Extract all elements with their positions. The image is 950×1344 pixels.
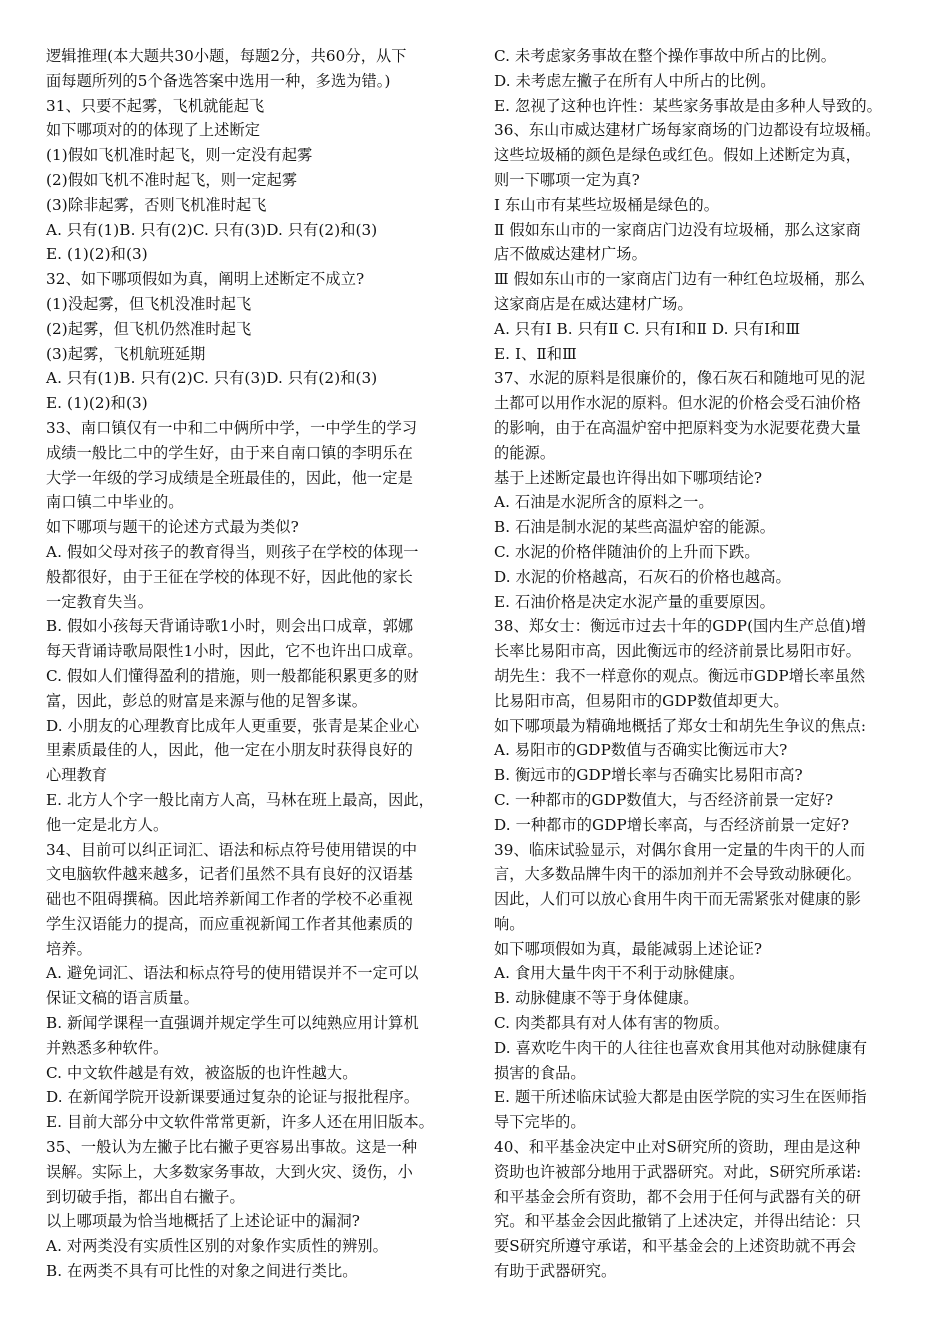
text-line: 38、郑女士：衡远市过去十年的GDP(国内生产总值)增 — [494, 617, 867, 636]
text-line: 37、水泥的原料是很廉价的，像石灰石和随地可见的泥 — [494, 369, 866, 388]
text-line: 则一下哪项一定为真? — [494, 170, 640, 189]
text-line: D. 喜欢吃牛肉干的人往往也喜欢食用其他对动脉健康有 — [494, 1038, 868, 1057]
text-line: 成绩一般比二中的学生好，由于来自南口镇的李明乐在 — [46, 443, 413, 462]
text-line: 资助也许被部分地用于武器研究。对此，S研究所承诺: — [494, 1162, 862, 1181]
text-line: 逻辑推理(本大题共30小题，每题2分，共60分，从下 — [46, 47, 407, 65]
text-line: 里素质最佳的人，因此，他一定在小朋友时获得良好的 — [46, 741, 413, 760]
text-line: B. 新闻学课程一直强调并规定学生可以纯熟应用计算机 — [46, 1014, 419, 1033]
text-line: 31、只要不起雾，飞机就能起飞 — [46, 96, 265, 115]
text-line: 要S研究所遵守承诺，和平基金会的上述资助就不再会 — [494, 1237, 857, 1256]
text-line: 究。和平基金会因此撤销了上述决定，并得出结论：只 — [494, 1212, 861, 1231]
text-line: B. 动脉健康不等于身体健康。 — [494, 989, 699, 1008]
text-line: 的影响，由于在高温炉窑中把原料变为水泥要花费大量 — [494, 418, 861, 437]
text-line: Ⅱ 假如东山市的一家商店门边没有垃圾桶，那么这家商 — [494, 220, 861, 239]
text-line: A. 避免词汇、语法和标点符号的使用错误并不一定可以 — [46, 964, 419, 983]
text-line: D. 水泥的价格越高，石灰石的价格也越高。 — [494, 567, 791, 586]
text-line: B. 石油是制水泥的某些高温炉窑的能源。 — [494, 518, 776, 537]
text-line: 34、目前可以纠正词汇、语法和标点符号使用错误的中 — [46, 840, 418, 859]
text-line: 如下哪项假如为真，最能减弱上述论证? — [494, 939, 763, 958]
text-line: E. 石油价格是决定水泥产量的重要原因。 — [494, 592, 775, 611]
text-line: 心理教育 — [46, 766, 108, 785]
text-line: (2)起雾，但飞机仍然准时起飞 — [46, 319, 252, 338]
text-line: 40、和平基金决定中止对S研究所的资助，理由是这种 — [494, 1138, 861, 1157]
text-line: 33、南口镇仅有一中和二中俩所中学，一中学生的学习 — [46, 418, 418, 437]
text-line: E. 北方人个字一般比南方人高，马林在班上最高，因此， — [46, 790, 434, 809]
text-line: (3)起雾，飞机航班延期 — [46, 344, 206, 363]
text-line: 响。 — [494, 914, 525, 933]
text-line: E. (1)(2)和(3) — [46, 245, 148, 264]
text-line: 基于上述断定最也许得出如下哪项结论? — [494, 468, 763, 487]
text-line: C. 一种都市的GDP数值大，与否经济前景一定好? — [494, 790, 834, 809]
text-line: A. 对两类没有实质性区别的对象作实质性的辨别。 — [46, 1237, 388, 1256]
text-line: 损害的食品。 — [494, 1063, 586, 1082]
text-line: 如下哪项与题干的论述方式最为类似? — [46, 518, 299, 537]
text-line: 大学一年级的学习成绩是全班最佳的，因此，他一定是 — [46, 468, 413, 487]
text-line: D. 在新闻学院开设新课要通过复杂的论证与报批程序。 — [46, 1088, 420, 1107]
text-line: E. 忽视了这种也许性：某些家务事故是由多种人导致的。 — [494, 96, 882, 115]
text-line: (1)假如飞机准时起飞，则一定没有起雾 — [46, 146, 313, 165]
text-line: E. Ⅰ、Ⅱ和Ⅲ — [494, 344, 577, 363]
text-line: A. 食用大量牛肉干不利于动脉健康。 — [494, 964, 745, 983]
text-line: Ⅲ 假如东山市的一家商店门边有一种红色垃圾桶，那么 — [494, 270, 866, 289]
text-line: 这家商店是在威达建材广场。 — [494, 294, 693, 313]
text-line: (3)除非起雾，否则飞机准时起飞 — [46, 195, 267, 214]
text-line: 并熟悉多种软件。 — [46, 1038, 169, 1057]
text-line: 误解。实际上，大多数家务事故，大到火灾、烫伤，小 — [46, 1162, 413, 1181]
text-line: D. 小朋友的心理教育比成年人更重要，张青是某企业心 — [46, 716, 420, 735]
text-line: 言，大多数品牌牛肉干的添加剂并不会导致动脉硬化。 — [494, 865, 861, 884]
text-line: 到切破手指，都出自右撇子。 — [46, 1187, 245, 1206]
text-line: E. 题干所述临床试验大都是由医学院的实习生在医师指 — [494, 1088, 867, 1107]
text-line: 和平基金会所有资助，都不会用于任何与武器有关的研 — [494, 1187, 861, 1206]
text-line: 础也不阻碍撰稿。因此培养新闻工作者的学校不必重视 — [46, 890, 413, 909]
text-line: A. 石油是水泥所含的原料之一。 — [494, 493, 714, 512]
left-column — [46, 44, 466, 1284]
text-line: 面每题所列的5个备选答案中选用一种，多选为错。) — [46, 71, 391, 90]
text-line: C. 未考虑家务事故在整个操作事故中所占的比例。 — [494, 47, 837, 65]
text-line: 39、临床试验显示，对偶尔食用一定量的牛肉干的人而 — [494, 840, 866, 859]
text-line: B. 在两类不具有可比性的对象之间进行类比。 — [46, 1262, 358, 1281]
text-line: (1)没起雾，但飞机没准时起飞 — [46, 294, 252, 313]
text-line: 店不做威达建材广场。 — [494, 245, 647, 264]
text-line: D. 一种都市的GDP增长率高，与否经济前景一定好? — [494, 815, 850, 834]
text-line: D. 未考虑左撇子在所有人中所占的比例。 — [494, 71, 776, 90]
text-line: B. 假如小孩每天背诵诗歌1小时，则会出口成章，郭娜 — [46, 617, 414, 636]
text-line: 土都可以用作水泥的原料。但水泥的价格会受石油价格 — [494, 394, 861, 413]
text-line: 以上哪项最为恰当地概括了上述论证中的漏洞? — [46, 1212, 360, 1231]
text-line: (2)假如飞机不准时起飞，则一定起雾 — [46, 170, 298, 189]
text-line: C. 假如人们懂得盈利的措施，则一般都能积累更多的财 — [46, 666, 419, 685]
text-line: 这些垃圾桶的颜色是绿色或红色。假如上述断定为真， — [494, 146, 861, 165]
text-line: 胡先生：我不一样意你的观点。衡远市GDP增长率虽然 — [494, 666, 866, 685]
text-line: A. 只有(1)B. 只有(2)C. 只有(3)D. 只有(2)和(3) — [46, 369, 378, 388]
text-line: 他一定是北方人。 — [46, 815, 169, 834]
text-line: 有助于武器研究。 — [494, 1262, 617, 1281]
text-line: 长率比易阳市高，因此衡远市的经济前景比易阳市好。 — [494, 642, 861, 661]
text-line: 比易阳市高，但易阳市的GDP数值却更大。 — [494, 691, 789, 710]
text-line: C. 肉类都具有对人体有害的物质。 — [494, 1014, 730, 1033]
text-line: 南口镇二中毕业的。 — [46, 493, 184, 512]
text-line: A. 只有Ⅰ B. 只有Ⅱ C. 只有Ⅰ和Ⅱ D. 只有Ⅰ和Ⅲ — [494, 319, 801, 338]
text-line: 如下哪项最为精确地概括了郑女士和胡先生争议的焦点: — [494, 716, 867, 735]
text-line: E. 目前大部分中文软件常常更新，许多人还在用旧版本。 — [46, 1113, 434, 1132]
text-line: A. 易阳市的GDP数值与否确实比衡远市大? — [494, 741, 788, 760]
text-line: 如下哪项对的的体现了上述断定 — [46, 121, 261, 140]
text-line: C. 水泥的价格伴随油价的上升而下跌。 — [494, 542, 760, 561]
text-line: Ⅰ 东山市有某些垃圾桶是绿色的。 — [494, 195, 720, 214]
text-line: E. (1)(2)和(3) — [46, 394, 148, 413]
text-line: C. 中文软件越是有效，被盗版的也许性越大。 — [46, 1063, 358, 1082]
text-line: 般都很好，由于王征在学校的体现不好，因此他的家长 — [46, 567, 413, 586]
text-line: 的能源。 — [494, 443, 556, 462]
text-line: 36、东山市威达建材广场每家商场的门边都设有垃圾桶。 — [494, 121, 881, 140]
text-line: 35、一般认为左撇子比右撇子更容易出事故。这是一种 — [46, 1138, 418, 1157]
right-column — [494, 44, 914, 1284]
text-line: 一定教育失当。 — [46, 592, 154, 611]
text-line: A. 假如父母对孩子的教育得当，则孩子在学校的体现一 — [46, 542, 419, 561]
text-line: B. 衡远市的GDP增长率与否确实比易阳市高? — [494, 766, 803, 785]
text-line: 每天背诵诗歌局限性1小时，因此，它不也许出口成章。 — [46, 642, 423, 661]
text-line: 32、如下哪项假如为真，阐明上述断定不成立? — [46, 270, 365, 289]
text-line: 富，因此，彭总的财富是来源与他的足智多谋。 — [46, 691, 368, 710]
text-line: 因此，人们可以放心食用牛肉干而无需紧张对健康的影 — [494, 890, 861, 909]
text-line: 培养。 — [46, 939, 92, 958]
text-line: 学生汉语能力的提高，而应重视新闻工作者其他素质的 — [46, 914, 413, 933]
text-line: 保证文稿的语言质量。 — [46, 989, 199, 1008]
text-line: A. 只有(1)B. 只有(2)C. 只有(3)D. 只有(2)和(3) — [46, 220, 378, 239]
text-line: 文电脑软件越来越多，记者们虽然不具有良好的汉语基 — [46, 865, 413, 884]
text-line: 导下完毕的。 — [494, 1113, 586, 1132]
